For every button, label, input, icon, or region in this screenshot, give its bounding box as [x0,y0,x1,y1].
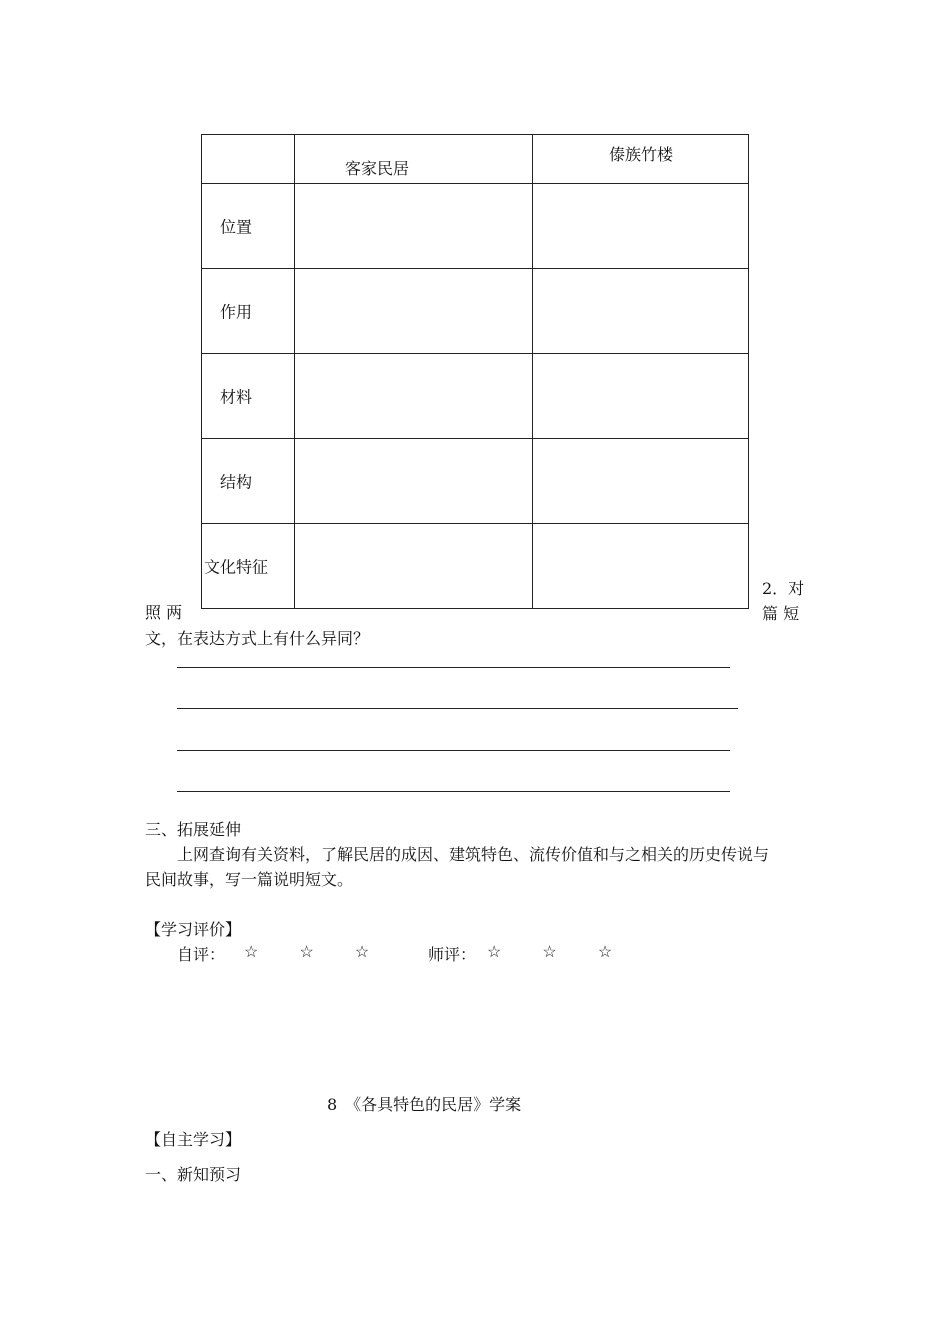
self-rating-stars[interactable]: ☆ ☆ ☆ [244,942,388,961]
answer-cell[interactable] [533,269,749,354]
dai-header-label: 傣族竹楼 [609,144,674,164]
answer-cell[interactable] [295,184,533,269]
section3-body-line2: 民间故事，写一篇说明短文。 [145,870,354,889]
teacher-evaluation-label: 师评： [428,945,477,964]
row-label-culture: 文化特征 [204,557,269,577]
question2-text: 文，在表达方式上有什么异同？ [145,629,370,648]
table-corner-cell [202,135,295,184]
row-label-cell [202,439,295,524]
self-study-heading: 【自主学习】 [145,1130,242,1149]
answer-cell[interactable] [295,439,533,524]
table-row [202,269,749,354]
table-row [202,354,749,439]
row-label-structure: 结构 [220,472,253,492]
row-label-cell [202,269,295,354]
hakka-header-label: 客家民居 [345,158,410,178]
answer-cell[interactable] [533,524,749,609]
table-row [202,524,749,609]
question2-right-fragment: 篇 短 [762,604,800,623]
comparison-table [201,134,749,609]
answer-cell[interactable] [295,524,533,609]
answer-line[interactable] [177,708,738,709]
row-label-cell [202,184,295,269]
section3-body-line1: 上网查询有关资料，了解民居的成因、建筑特色、流传价值和与之相关的历史传说与 [177,845,770,864]
teacher-rating-stars[interactable]: ☆ ☆ ☆ [487,942,631,961]
lesson-title: 8 《各具特色的民居》学案 [327,1095,522,1114]
evaluation-heading: 【学习评价】 [145,920,242,939]
question2-number: 2．对 [762,579,805,598]
table-row [202,184,749,269]
row-label-cell [202,354,295,439]
answer-line[interactable] [177,667,730,668]
answer-cell[interactable] [295,354,533,439]
answer-cell[interactable] [533,439,749,524]
question2-left-fragment: 照 两 [145,603,183,622]
answer-line[interactable] [177,750,730,751]
table-header-hakka [295,135,533,184]
section3-heading: 三、拓展延伸 [145,820,242,839]
answer-cell[interactable] [533,354,749,439]
answer-cell[interactable] [533,184,749,269]
table-header-row [202,135,749,184]
row-label-cell [202,524,295,609]
row-label-function: 作用 [220,302,253,322]
table-header-dai [533,135,749,184]
answer-line[interactable] [177,791,730,792]
row-label-location: 位置 [220,217,253,237]
self-evaluation-label: 自评： [177,945,226,964]
table-row [202,439,749,524]
row-label-material: 材料 [220,387,253,407]
preview-subheading: 一、新知预习 [145,1165,242,1184]
answer-cell[interactable] [295,269,533,354]
